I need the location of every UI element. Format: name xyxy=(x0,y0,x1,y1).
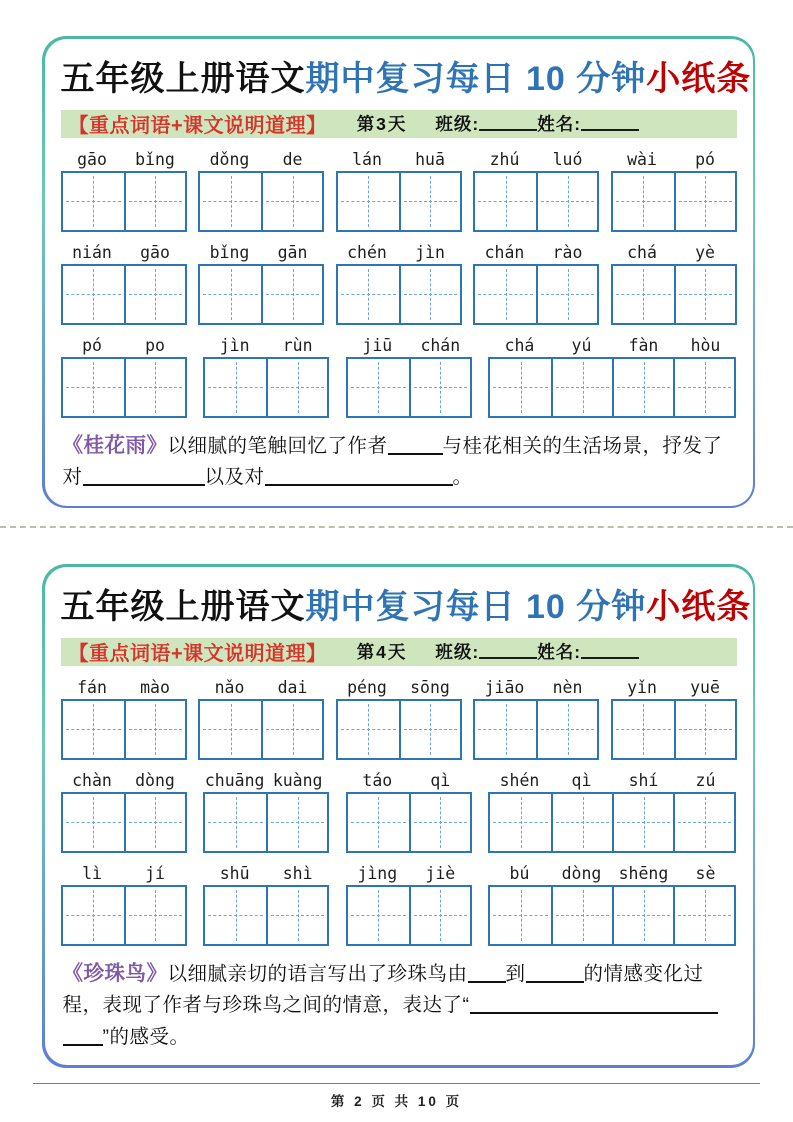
writing-box xyxy=(61,264,187,325)
writing-cell[interactable] xyxy=(200,266,261,323)
pinyin-syllable: kuàng xyxy=(272,770,323,790)
writing-cell[interactable] xyxy=(261,701,322,758)
panel-day4 xyxy=(42,564,755,1068)
word-group xyxy=(346,771,472,853)
title-part-red: 小纸条 xyxy=(646,587,752,626)
pinyin-syllable: bú xyxy=(509,863,530,883)
pinyin-syllable: nèn xyxy=(552,677,583,697)
pinyin-syllable: po xyxy=(145,335,165,355)
word-group xyxy=(203,864,329,946)
writing-cell[interactable] xyxy=(124,173,185,230)
summary-text: 以细腻的笔触回忆了作者 xyxy=(167,434,388,457)
pinyin-syllable: jìn xyxy=(219,335,250,355)
pinyin-row xyxy=(488,336,736,355)
summary-blank[interactable] xyxy=(63,1026,103,1046)
word-group xyxy=(61,771,187,853)
word-group xyxy=(611,150,737,232)
word-group xyxy=(336,678,462,760)
word-group xyxy=(488,864,736,946)
pinyin-syllable: yuē xyxy=(690,677,720,697)
writing-cell[interactable] xyxy=(475,266,536,323)
pinyin-syllable: hòu xyxy=(690,335,721,355)
title-part-black: 五年级上册语文 xyxy=(60,587,306,626)
writing-box xyxy=(336,699,462,760)
word-group xyxy=(61,243,187,325)
writing-cell[interactable] xyxy=(490,887,551,944)
pinyin-grid-row xyxy=(61,336,737,418)
pinyin-row xyxy=(198,678,324,697)
word-group xyxy=(61,678,187,760)
pinyin-syllable: de xyxy=(282,149,303,169)
word-group xyxy=(346,864,472,946)
pinyin-syllable: jìn xyxy=(415,242,445,262)
writing-box xyxy=(336,171,462,232)
writing-cell[interactable] xyxy=(124,794,185,851)
word-group xyxy=(61,864,187,946)
pinyin-syllable: sè xyxy=(695,863,716,883)
title-part-black: 五年级上册语文 xyxy=(60,59,306,98)
pinyin-syllable: wài xyxy=(627,149,657,169)
word-group xyxy=(61,150,187,232)
section-header xyxy=(61,638,737,666)
writing-cell[interactable] xyxy=(409,359,470,416)
pinyin-row xyxy=(473,243,599,262)
writing-cell[interactable] xyxy=(551,794,612,851)
pinyin-syllable: chán xyxy=(484,242,525,262)
pinyin-grid-row xyxy=(61,243,737,325)
writing-cell[interactable] xyxy=(124,701,185,758)
word-group xyxy=(203,336,329,418)
writing-cell[interactable] xyxy=(409,794,470,851)
word-group xyxy=(473,243,599,325)
summary-text: 的情感变化过程，表现了作者与珍珠鸟之间的情意，表达了“ xyxy=(62,962,704,1017)
writing-box xyxy=(346,357,472,418)
pinyin-syllable: fán xyxy=(77,677,107,697)
writing-cell[interactable] xyxy=(399,701,460,758)
writing-box xyxy=(198,171,324,232)
writing-cell[interactable] xyxy=(338,701,399,758)
book-title: 《珍珠鸟》 xyxy=(62,961,168,985)
pinyin-row xyxy=(61,150,187,169)
pinyin-syllable: shū xyxy=(219,863,250,883)
writing-cell[interactable] xyxy=(124,359,185,416)
pinyin-syllable: bǐng xyxy=(209,242,250,262)
writing-cell[interactable] xyxy=(536,266,597,323)
writing-box xyxy=(203,792,329,853)
pinyin-row xyxy=(488,771,736,790)
writing-box xyxy=(203,885,329,946)
pinyin-grid xyxy=(61,678,737,946)
writing-cell[interactable] xyxy=(475,701,536,758)
writing-box xyxy=(198,699,324,760)
name-blank-line[interactable] xyxy=(581,644,639,659)
summary-text: ”的感受。 xyxy=(102,1025,190,1048)
writing-cell[interactable] xyxy=(261,173,322,230)
pinyin-syllable: nǎo xyxy=(214,677,245,697)
word-group xyxy=(198,243,324,325)
pinyin-syllable: qì xyxy=(571,770,592,790)
writing-cell[interactable] xyxy=(551,887,612,944)
pinyin-syllable: chàn xyxy=(72,770,112,790)
writing-cell[interactable] xyxy=(674,701,735,758)
pinyin-row xyxy=(61,678,187,697)
pinyin-row xyxy=(611,678,737,697)
writing-cell[interactable] xyxy=(612,887,673,944)
pinyin-row xyxy=(203,336,329,355)
pinyin-syllable: fàn xyxy=(628,335,659,355)
pinyin-row xyxy=(346,771,472,790)
word-group xyxy=(336,150,462,232)
pinyin-syllable: chén xyxy=(347,242,387,262)
pinyin-syllable: jiū xyxy=(362,335,393,355)
writing-box xyxy=(488,885,736,946)
pinyin-row xyxy=(61,336,187,355)
writing-box xyxy=(473,264,599,325)
pinyin-syllable: jìng xyxy=(357,863,398,883)
pinyin-syllable: gān xyxy=(277,242,308,262)
pinyin-syllable: shēng xyxy=(618,863,669,883)
title-part-blue: 期中复习每日 10 分钟 xyxy=(305,587,647,626)
writing-box xyxy=(611,264,737,325)
writing-box xyxy=(473,699,599,760)
word-group xyxy=(61,336,187,418)
pinyin-grid-row xyxy=(61,678,737,760)
writing-cell[interactable] xyxy=(205,887,266,944)
writing-cell[interactable] xyxy=(613,701,674,758)
pinyin-row xyxy=(203,771,329,790)
word-group xyxy=(198,150,324,232)
writing-cell[interactable] xyxy=(63,887,124,944)
pinyin-syllable: táo xyxy=(362,770,393,790)
pinyin-row xyxy=(61,243,187,262)
panel-day3 xyxy=(42,36,755,508)
writing-box xyxy=(61,357,187,418)
pinyin-syllable: chán xyxy=(420,335,461,355)
writing-cell[interactable] xyxy=(399,173,460,230)
pinyin-syllable: zhú xyxy=(489,149,520,169)
pinyin-syllable: lán xyxy=(352,149,382,169)
summary-text: 以及对 xyxy=(204,466,265,489)
cut-line xyxy=(0,526,793,528)
pinyin-syllable: dǒng xyxy=(209,149,250,169)
writing-box xyxy=(488,792,736,853)
title-part-red: 小纸条 xyxy=(646,59,752,98)
word-group xyxy=(198,678,324,760)
page-title xyxy=(60,51,752,100)
pinyin-row xyxy=(611,243,737,262)
writing-box xyxy=(198,264,324,325)
pinyin-row xyxy=(346,336,472,355)
pinyin-syllable: jí xyxy=(145,863,165,883)
summary-text: 。 xyxy=(452,466,473,489)
pinyin-grid xyxy=(61,150,737,418)
summary-text: 到 xyxy=(505,962,526,985)
footer-rule xyxy=(33,1083,760,1084)
writing-box xyxy=(61,792,187,853)
pinyin-syllable: shén xyxy=(499,770,540,790)
writing-cell[interactable] xyxy=(63,701,124,758)
title-part-blue: 期中复习每日 10 分钟 xyxy=(305,59,647,98)
pinyin-row xyxy=(198,150,324,169)
class-label: 班级: xyxy=(435,114,480,134)
section-tag: 【重点词语+课文说明道理】 xyxy=(68,115,327,137)
summary-text: 以细腻亲切的语言写出了珍珠鸟由 xyxy=(167,962,468,985)
pinyin-syllable: dai xyxy=(277,677,308,697)
writing-cell[interactable] xyxy=(409,887,470,944)
word-group xyxy=(473,150,599,232)
pinyin-syllable: dòng xyxy=(561,863,602,883)
writing-cell[interactable] xyxy=(200,173,261,230)
word-group xyxy=(488,336,736,418)
pinyin-syllable: jiè xyxy=(425,863,456,883)
pinyin-row xyxy=(336,150,462,169)
pinyin-syllable: qì xyxy=(430,770,451,790)
writing-cell[interactable] xyxy=(475,173,536,230)
pinyin-syllable: rùn xyxy=(282,335,313,355)
pinyin-syllable: huā xyxy=(415,149,445,169)
writing-cell[interactable] xyxy=(266,359,327,416)
pinyin-syllable: nián xyxy=(72,242,112,262)
summary-blank[interactable] xyxy=(468,963,506,983)
day-label: 第4天 xyxy=(356,642,408,663)
word-group xyxy=(611,243,737,325)
pinyin-syllable: jiāo xyxy=(484,677,525,697)
writing-box xyxy=(488,357,736,418)
writing-cell[interactable] xyxy=(673,887,734,944)
pinyin-syllable: mào xyxy=(140,677,170,697)
writing-cell[interactable] xyxy=(124,887,185,944)
lesson-summary xyxy=(63,429,735,494)
name-label: 姓名: xyxy=(537,642,582,663)
page-footer xyxy=(0,1083,793,1110)
writing-cell[interactable] xyxy=(490,359,551,416)
writing-cell[interactable] xyxy=(124,266,185,323)
writing-box xyxy=(611,171,737,232)
class-label: 班级: xyxy=(435,642,480,663)
word-group xyxy=(336,243,462,325)
writing-cell[interactable] xyxy=(536,701,597,758)
summary-text: 与桂花相关的生活场景，抒发了对 xyxy=(62,434,723,489)
pinyin-syllable: shí xyxy=(628,770,659,790)
pinyin-syllable: zú xyxy=(695,770,716,790)
writing-box xyxy=(336,264,462,325)
pinyin-syllable: pó xyxy=(82,335,102,355)
pinyin-row xyxy=(336,678,462,697)
pinyin-syllable: bǐng xyxy=(135,149,175,169)
pinyin-syllable: pó xyxy=(695,149,715,169)
writing-box xyxy=(346,885,472,946)
page-number: 第 2 页 共 10 页 xyxy=(330,1094,463,1109)
writing-cell[interactable] xyxy=(338,173,399,230)
book-title: 《桂花雨》 xyxy=(62,433,168,457)
writing-cell[interactable] xyxy=(338,266,399,323)
writing-cell[interactable] xyxy=(536,173,597,230)
writing-cell[interactable] xyxy=(63,173,124,230)
writing-box xyxy=(473,171,599,232)
writing-box xyxy=(346,792,472,853)
writing-cell[interactable] xyxy=(63,359,124,416)
summary-blank[interactable] xyxy=(526,963,584,983)
writing-cell[interactable] xyxy=(348,887,409,944)
pinyin-row xyxy=(203,864,329,883)
pinyin-row xyxy=(611,150,737,169)
writing-cell[interactable] xyxy=(266,887,327,944)
pinyin-syllable: luó xyxy=(552,149,583,169)
summary-blank[interactable] xyxy=(470,995,718,1015)
writing-cell[interactable] xyxy=(63,794,124,851)
pinyin-grid-row xyxy=(61,771,737,853)
word-group xyxy=(346,336,472,418)
writing-cell[interactable] xyxy=(673,359,734,416)
section-header xyxy=(61,110,737,138)
writing-cell[interactable] xyxy=(674,173,735,230)
lesson-summary xyxy=(63,957,735,1054)
pinyin-grid-row xyxy=(61,864,737,946)
writing-cell[interactable] xyxy=(348,359,409,416)
pinyin-syllable: yè xyxy=(695,242,715,262)
writing-cell[interactable] xyxy=(399,266,460,323)
pinyin-syllable: gāo xyxy=(77,149,107,169)
pinyin-row xyxy=(473,678,599,697)
summary-blank[interactable] xyxy=(83,467,205,487)
writing-cell[interactable] xyxy=(266,794,327,851)
pinyin-syllable: shì xyxy=(282,863,313,883)
writing-cell[interactable] xyxy=(348,794,409,851)
pinyin-syllable: yǐn xyxy=(627,677,657,697)
word-group xyxy=(473,678,599,760)
word-group xyxy=(488,771,736,853)
writing-cell[interactable] xyxy=(205,794,266,851)
class-blank-line[interactable] xyxy=(479,116,537,131)
writing-cell[interactable] xyxy=(674,266,735,323)
pinyin-grid-row xyxy=(61,150,737,232)
writing-box xyxy=(611,699,737,760)
pinyin-syllable: rào xyxy=(552,242,583,262)
pinyin-syllable: chá xyxy=(504,335,535,355)
writing-box xyxy=(61,171,187,232)
class-blank-line[interactable] xyxy=(479,644,537,659)
writing-cell[interactable] xyxy=(612,359,673,416)
writing-cell[interactable] xyxy=(261,266,322,323)
pinyin-row xyxy=(198,243,324,262)
pinyin-syllable: lì xyxy=(82,863,102,883)
pinyin-syllable: gāo xyxy=(140,242,170,262)
writing-cell[interactable] xyxy=(63,266,124,323)
pinyin-row xyxy=(473,150,599,169)
writing-cell[interactable] xyxy=(673,794,734,851)
writing-box xyxy=(203,357,329,418)
summary-blank[interactable] xyxy=(388,435,443,455)
word-group xyxy=(611,678,737,760)
pinyin-row xyxy=(488,864,736,883)
name-label: 姓名: xyxy=(537,114,582,134)
writing-cell[interactable] xyxy=(613,173,674,230)
writing-cell[interactable] xyxy=(200,701,261,758)
writing-cell[interactable] xyxy=(613,266,674,323)
page-title xyxy=(60,579,752,628)
writing-cell[interactable] xyxy=(612,794,673,851)
pinyin-syllable: chá xyxy=(627,242,657,262)
pinyin-syllable: yú xyxy=(571,335,592,355)
pinyin-row xyxy=(61,771,187,790)
pinyin-syllable: sōng xyxy=(410,677,450,697)
writing-box xyxy=(61,885,187,946)
word-group xyxy=(203,771,329,853)
writing-cell[interactable] xyxy=(205,359,266,416)
pinyin-syllable: péng xyxy=(347,677,387,697)
pinyin-row xyxy=(346,864,472,883)
day-label: 第3天 xyxy=(356,114,408,134)
pinyin-syllable: chuāng xyxy=(204,770,265,790)
writing-cell[interactable] xyxy=(551,359,612,416)
summary-blank[interactable] xyxy=(265,467,453,487)
pinyin-row xyxy=(61,864,187,883)
name-blank-line[interactable] xyxy=(581,116,639,131)
writing-box xyxy=(61,699,187,760)
pinyin-row xyxy=(336,243,462,262)
pinyin-syllable: dòng xyxy=(135,770,175,790)
writing-cell[interactable] xyxy=(490,794,551,851)
section-tag: 【重点词语+课文说明道理】 xyxy=(68,643,327,666)
